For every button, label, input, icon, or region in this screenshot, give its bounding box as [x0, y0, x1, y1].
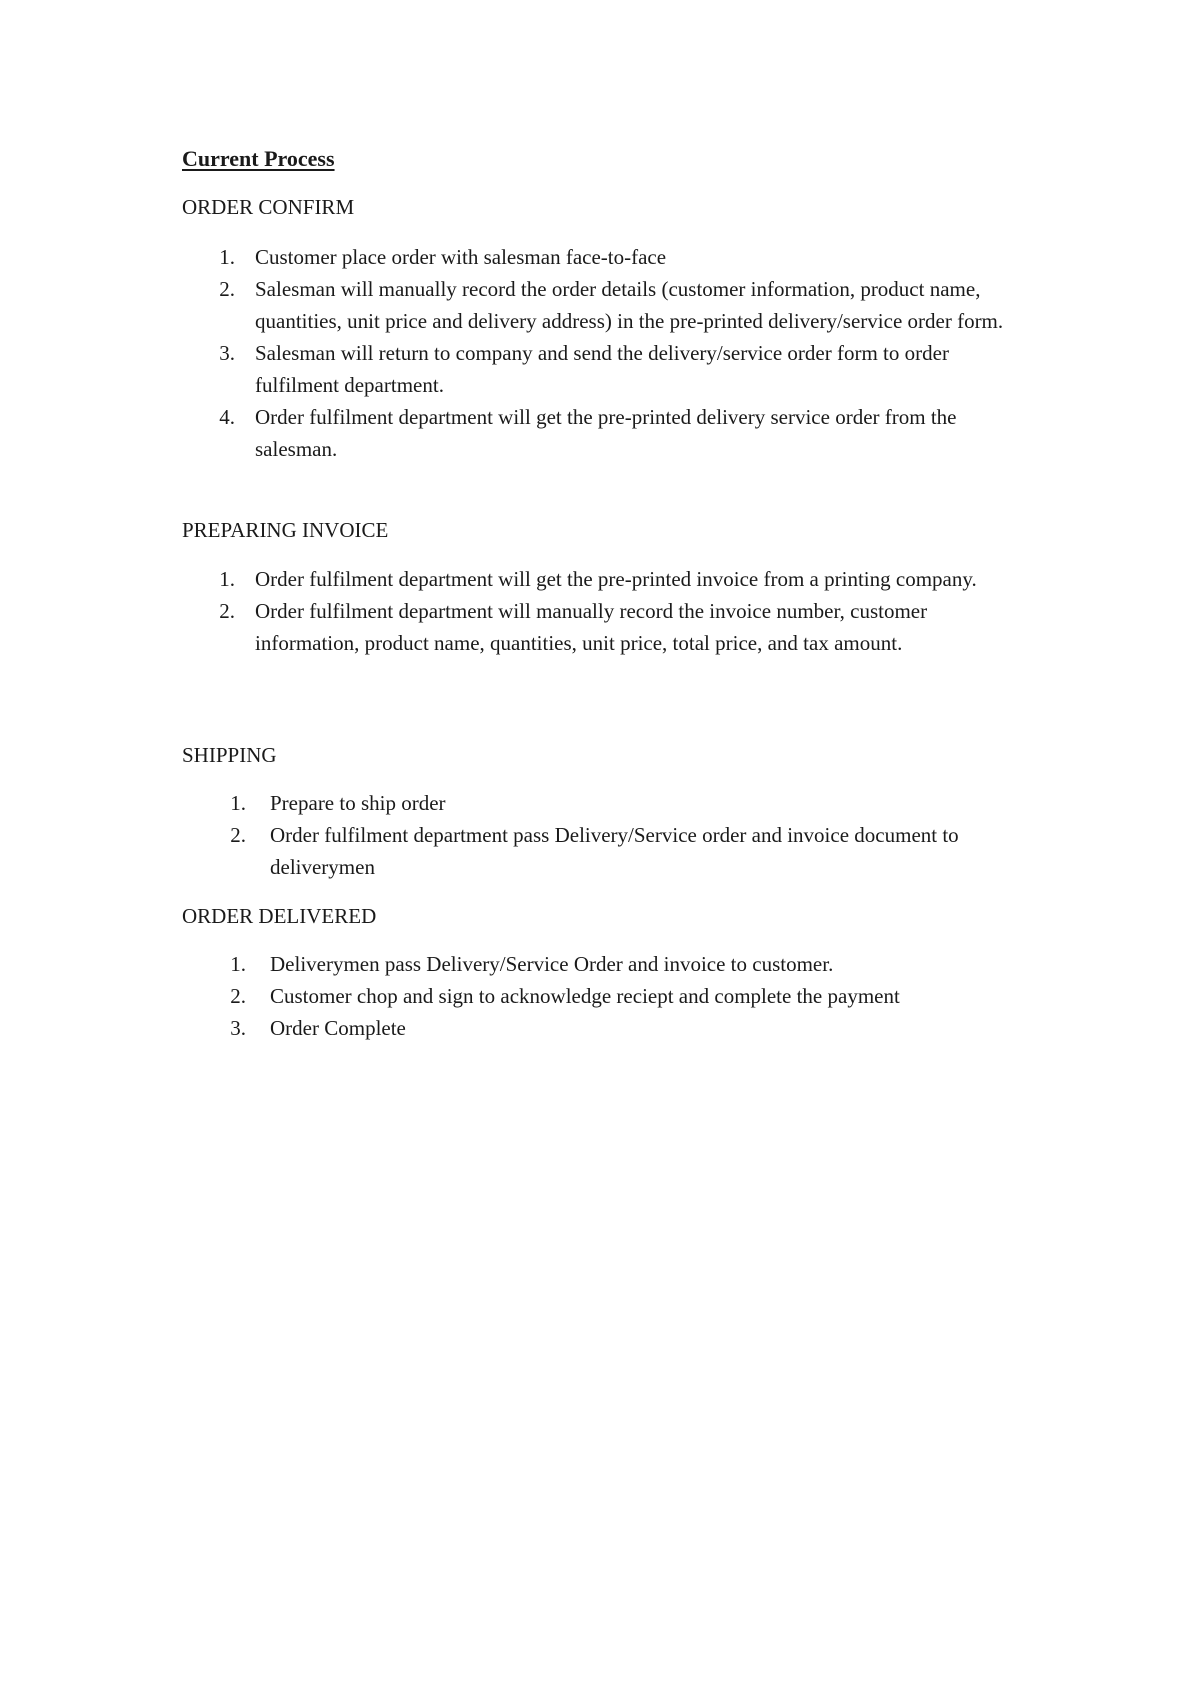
step-text: Customer place order with salesman face-to-face	[255, 245, 667, 269]
step-number: 2.	[219, 277, 235, 301]
shipping-steps	[230, 787, 1020, 883]
step-number: 1.	[219, 245, 235, 269]
step-number: 1.	[219, 567, 235, 591]
step-number: 3.	[230, 1016, 246, 1040]
step-number: 2.	[219, 599, 235, 623]
order-confirm-steps	[219, 241, 1035, 465]
step-text: Order Complete	[270, 1016, 406, 1040]
step-number: 3.	[219, 341, 235, 365]
section-heading-preparing-invoice: PREPARING INVOICE	[182, 518, 389, 542]
list-item	[230, 1012, 1050, 1044]
list-item	[219, 241, 1035, 273]
list-item	[230, 787, 1020, 819]
list-item	[230, 980, 1050, 1012]
step-text: Order fulfilment department will manually record the invoice number, customer information, product name, quantities, unit price, total price, and tax amount.	[255, 599, 928, 655]
step-text: Deliverymen pass Delivery/Service Order and invoice to customer.	[270, 952, 834, 976]
document-title: Current Process	[182, 146, 335, 171]
step-text: Order fulfilment department pass Delivery/Service order and invoice document to deliverymen	[270, 823, 959, 879]
step-text: Salesman will manually record the order details (customer information, product name, quantities, unit price and delivery address) in the pre-printed delivery/service order form.	[255, 277, 1004, 333]
step-number: 1.	[230, 791, 246, 815]
order-delivered-steps	[230, 948, 1050, 1044]
step-text: Salesman will return to company and send the delivery/service order form to order fulfilment department.	[255, 341, 949, 397]
step-number: 2.	[230, 823, 246, 847]
list-item	[219, 401, 1035, 465]
list-item	[219, 595, 1035, 659]
step-number: 4.	[219, 405, 235, 429]
list-item	[230, 948, 1050, 980]
section-heading-shipping: SHIPPING	[182, 743, 277, 767]
step-number: 1.	[230, 952, 246, 976]
section-heading-order-confirm: ORDER CONFIRM	[182, 195, 355, 219]
step-text: Prepare to ship order	[270, 791, 446, 815]
list-item	[219, 273, 1035, 337]
preparing-invoice-steps	[219, 563, 1035, 659]
list-item	[219, 337, 1035, 401]
list-item	[230, 819, 1020, 883]
section-heading-order-delivered: ORDER DELIVERED	[182, 904, 377, 928]
list-item	[219, 563, 1035, 595]
step-text: Order fulfilment department will get the pre-printed delivery service order from the salesman.	[255, 405, 957, 461]
step-text: Order fulfilment department will get the pre-printed invoice from a printing company.	[255, 567, 977, 591]
step-number: 2.	[230, 984, 246, 1008]
step-text: Customer chop and sign to acknowledge reciept and complete the payment	[270, 984, 900, 1008]
